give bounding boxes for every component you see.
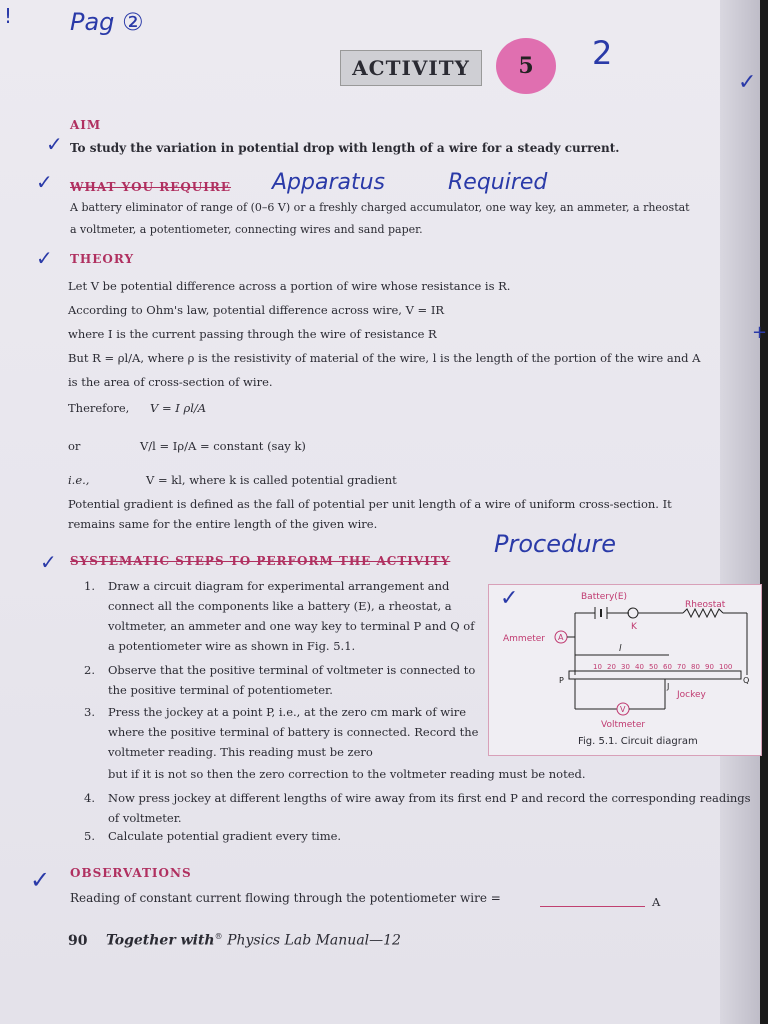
aim-heading: AIM <box>70 118 102 132</box>
equation-1-label: Therefore, <box>68 401 130 415</box>
current-unit: A <box>652 895 661 909</box>
equation-1: V = I ρl/A <box>150 401 207 415</box>
procedure-step <box>84 702 484 762</box>
step-number: 1. <box>84 579 95 593</box>
procedure-heading: SYSTEMATIC STEPS TO PERFORM THE ACTIVITY <box>70 554 451 568</box>
check-mark-icon: ✓ <box>36 246 53 270</box>
step-text: Press the jockey at a point P, i.e., at the zero cm mark of wire where the positive terminal of battery is connected. Record the voltmeter reading. This reading must be zero <box>108 705 479 759</box>
handwritten-apparatus-required: Apparatus Required <box>272 170 548 195</box>
scale-tick-label: 40 <box>635 663 644 671</box>
requirements-line-1: A battery eliminator of range of (0–6 V) or a freshly charged accumulator, one way key, an ammeter, a rheostat <box>70 201 690 214</box>
theory-closing-line-1: Potential gradient is defined as the fall of potential per unit length of a wire of uniform cross-section. It <box>68 497 672 511</box>
check-mark-icon: ✓ <box>46 132 63 156</box>
voltmeter-label: Voltmeter <box>601 720 646 730</box>
handwritten-procedure: Procedure <box>494 530 617 558</box>
corner-mark: ! <box>4 4 13 28</box>
theory-line-5: is the area of cross-section of wire. <box>68 375 273 389</box>
check-mark-icon: ✓ <box>738 70 757 95</box>
potentiometer-wire <box>569 671 741 679</box>
jockey-point-label: J <box>667 682 670 691</box>
circuit-diagram-figure <box>488 584 762 756</box>
procedure-step <box>84 826 764 846</box>
step-text: Calculate potential gradient every time. <box>108 829 342 843</box>
observations-heading: OBSERVATIONS <box>70 866 192 880</box>
activity-title: ACTIVITY <box>340 50 482 86</box>
theory-line-4: But R = ρl/A, where ρ is the resistivity of material of the wire, l is the length of the portion of the wire and A <box>68 351 701 365</box>
theory-closing-line-2: remains same for the entire length of the given wire. <box>68 517 378 531</box>
step-number: 3. <box>84 705 95 719</box>
theory-line-1: Let V be potential difference across a portion of wire whose resistance is R. <box>68 279 511 293</box>
key-label: K <box>631 622 637 632</box>
rheostat-symbol <box>683 609 723 617</box>
equation-2-label: or <box>68 439 81 453</box>
ammeter-label: Ammeter <box>503 634 545 644</box>
figure-caption: Fig. 5.1. Circuit diagram <box>578 736 698 747</box>
battery-label: Battery(E) <box>581 592 628 602</box>
page-number: 90 <box>68 932 88 949</box>
step-text: Observe that the positive terminal of voltmeter is connected to the positive terminal of potentiometer. <box>108 663 476 697</box>
scale-tick-label: 70 <box>677 663 686 671</box>
activity-number: 5 <box>518 53 534 79</box>
equation-3: V = kl, where k is called potential gradient <box>146 473 397 487</box>
circuit-diagram <box>489 585 761 755</box>
footer-brand: Together with <box>105 932 215 949</box>
voltmeter-symbol-label: V <box>620 705 626 714</box>
key-symbol <box>628 608 638 618</box>
check-mark-icon: ✓ <box>30 866 51 894</box>
scale-tick-label: 90 <box>705 663 714 671</box>
jockey-label: Jockey <box>677 690 706 700</box>
check-mark-icon: ✓ <box>500 586 519 611</box>
terminal-p-label: P <box>559 676 564 685</box>
scale-tick-label: 60 <box>663 663 672 671</box>
theory-line-2: According to Ohm's law, potential difference across wire, V = IR <box>68 303 445 317</box>
theory-heading: THEORY <box>70 252 135 266</box>
meter-scale <box>593 663 732 671</box>
page-footer: 90 Together with® Physics Lab Manual—12 <box>68 932 401 949</box>
length-label: l <box>619 644 622 654</box>
scale-tick-label: 30 <box>621 663 630 671</box>
margin-mark: + <box>752 322 768 343</box>
footer-title: Physics Lab Manual—12 <box>227 932 401 949</box>
scale-tick-label: 80 <box>691 663 700 671</box>
handwritten-activity-number: 2 <box>592 34 613 72</box>
procedure-step <box>84 576 484 656</box>
check-mark-icon: ✓ <box>36 170 53 194</box>
step-number: 5. <box>84 829 95 843</box>
ammeter-symbol-label: A <box>558 633 564 642</box>
activity-number-badge <box>496 38 556 94</box>
check-mark-icon: ✓ <box>40 550 57 574</box>
terminal-q-label: Q <box>743 676 750 685</box>
scale-tick-label: 100 <box>719 663 733 671</box>
step-number: 4. <box>84 791 95 805</box>
equation-3-label: i.e., <box>68 473 90 487</box>
procedure-step <box>84 660 484 700</box>
equation-2: V/l = Iρ/A = constant (say k) <box>140 439 306 453</box>
aim-text: To study the variation in potential drop with length of a wire for a steady current. <box>70 141 620 155</box>
scale-tick-label: 10 <box>593 663 602 671</box>
scale-tick-label: 50 <box>649 663 658 671</box>
handwritten-page-label: Pag ② <box>70 8 144 36</box>
step-text: but if it is not so then the zero correction to the voltmeter reading must be noted. <box>108 767 586 781</box>
current-blank <box>540 906 645 907</box>
requirements-line-2: a voltmeter, a potentiometer, connecting wires and sand paper. <box>70 223 423 236</box>
step-text: Draw a circuit diagram for experimental arrangement and connect all the components like a battery (E), a rheostat, a voltmeter, an ammeter and one way key to terminal P and Q of a potentiometer wire as shown in Fig. 5.1. <box>108 579 475 653</box>
step-text: Now press jockey at different lengths of wire away from its first end P and record the corresponding readings of voltmeter. <box>108 791 751 825</box>
procedure-steps <box>84 576 484 762</box>
observations-text: Reading of constant current flowing through the potentiometer wire = <box>70 891 501 905</box>
theory-line-3: where I is the current passing through the wire of resistance R <box>68 327 437 341</box>
procedure-step <box>84 788 764 828</box>
rheostat-label: Rheostat <box>685 600 726 610</box>
procedure-step-continued <box>84 764 764 784</box>
requirements-heading: WHAT YOU REQUIRE <box>70 180 232 194</box>
step-number: 2. <box>84 663 95 677</box>
scale-tick-label: 20 <box>607 663 616 671</box>
